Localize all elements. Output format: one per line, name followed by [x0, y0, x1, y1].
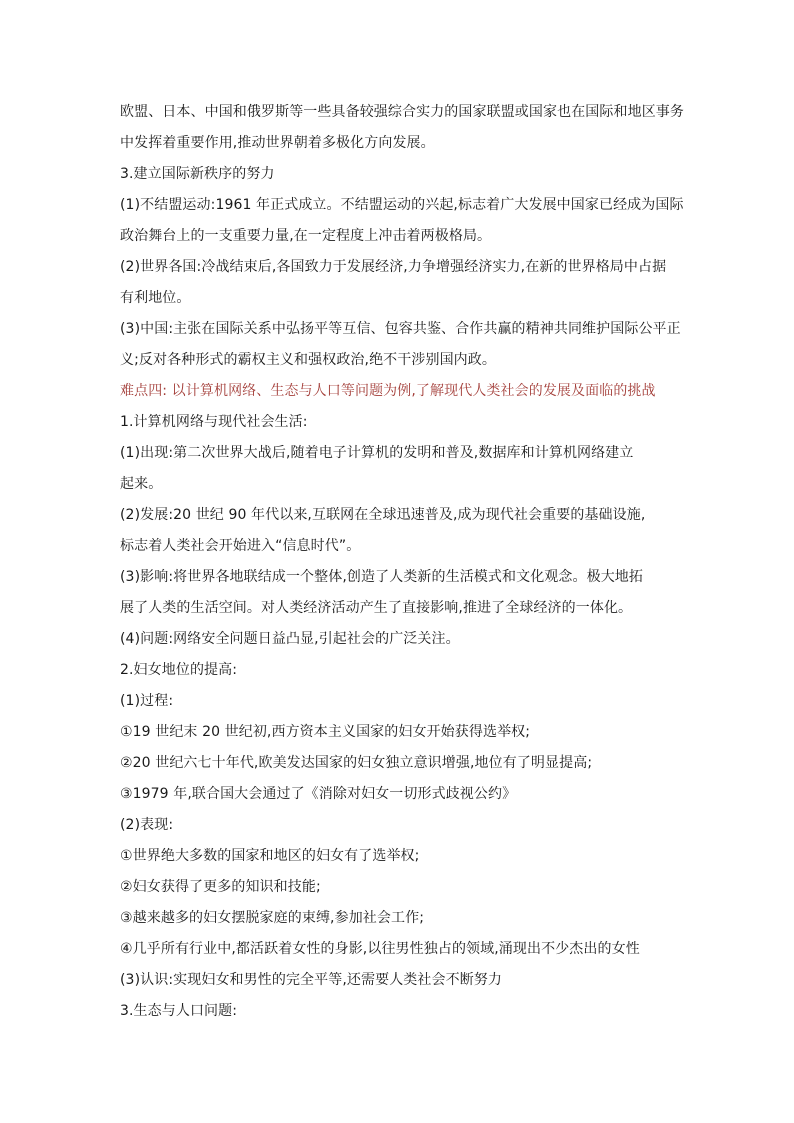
text-line: (1)出现:第二次世界大战后,随着电子计算机的发明和普及,数据库和计算机网络建立 [120, 445, 634, 461]
text-line: 难点四: 以计算机网络、生态与人口等问题为例,了解现代人类社会的发展及面临的挑战 [120, 383, 656, 399]
text-line: (1)过程: [120, 693, 174, 709]
text-line: (3)影响:将世界各地联结成一个整体,创造了人类新的生活模式和文化观念。极大地拓 [120, 569, 643, 585]
text-line: (2)发展:20 世纪 90 年代以来,互联网在全球迅速普及,成为现代社会重要的基础设施, [120, 507, 646, 523]
text-line: ②妇女获得了更多的知识和技能; [120, 879, 321, 895]
text-line: 展了人类的生活空间。对人类经济活动产生了直接影响,推进了全球经济的一体化。 [120, 600, 633, 616]
text-line: 标志着人类社会开始进入“信息时代”。 [120, 538, 361, 554]
text-line: (3)中国:主张在国际关系中弘扬平等互信、包容共鉴、合作共赢的精神共同维护国际公平正 [120, 321, 681, 337]
text-line: 中发挥着重要作用,推动世界朝着多极化方向发展。 [120, 135, 435, 151]
text-line: ②20 世纪六七十年代,欧美发达国家的妇女独立意识增强,地位有了明显提高; [120, 755, 593, 771]
text-line: 欧盟、日本、中国和俄罗斯等一些具备较强综合实力的国家联盟或国家也在国际和地区事务 [120, 104, 684, 120]
text-line: ①世界绝大多数的国家和地区的妇女有了选举权; [120, 848, 420, 864]
text-line: (2)世界各国:冷战结束后,各国致力于发展经济,力争增强经济实力,在新的世界格局中占据 [120, 259, 667, 275]
text-line: (3)认识:实现妇女和男性的完全平等,还需要人类社会不断努力 [120, 972, 502, 988]
text-line: ③越来越多的妇女摆脱家庭的束缚,参加社会工作; [120, 910, 425, 926]
text-line: 起来。 [120, 476, 163, 492]
text-line: (1)不结盟运动:1961 年正式成立。不结盟运动的兴起,标志着广大发展中国家已经成为国际 [120, 197, 684, 213]
document-body [120, 97, 684, 1027]
text-line: 1.计算机网络与现代社会生活: [120, 414, 308, 430]
text-line: 政治舞台上的一支重要力量,在一定程度上冲击着两极格局。 [120, 228, 492, 244]
text-line: ④几乎所有行业中,都活跃着女性的身影,以往男性独占的领域,涌现出不少杰出的女性 [120, 941, 640, 957]
text-line: 3.生态与人口问题: [120, 1003, 238, 1019]
text-line: (4)问题:网络安全问题日益凸显,引起社会的广泛关注。 [120, 631, 460, 647]
text-line: ①19 世纪末 20 世纪初,西方资本主义国家的妇女开始获得选举权; [120, 724, 531, 740]
text-line: 义;反对各种形式的霸权主义和强权政治,绝不干涉别国内政。 [120, 352, 496, 368]
text-line: 有利地位。 [120, 290, 191, 306]
text-line: (2)表现: [120, 817, 174, 833]
text-line: 2.妇女地位的提高: [120, 662, 238, 678]
text-line: 3.建立国际新秩序的努力 [120, 166, 275, 182]
text-line: ③1979 年,联合国大会通过了《消除对妇女一切形式歧视公约》 [120, 786, 517, 802]
